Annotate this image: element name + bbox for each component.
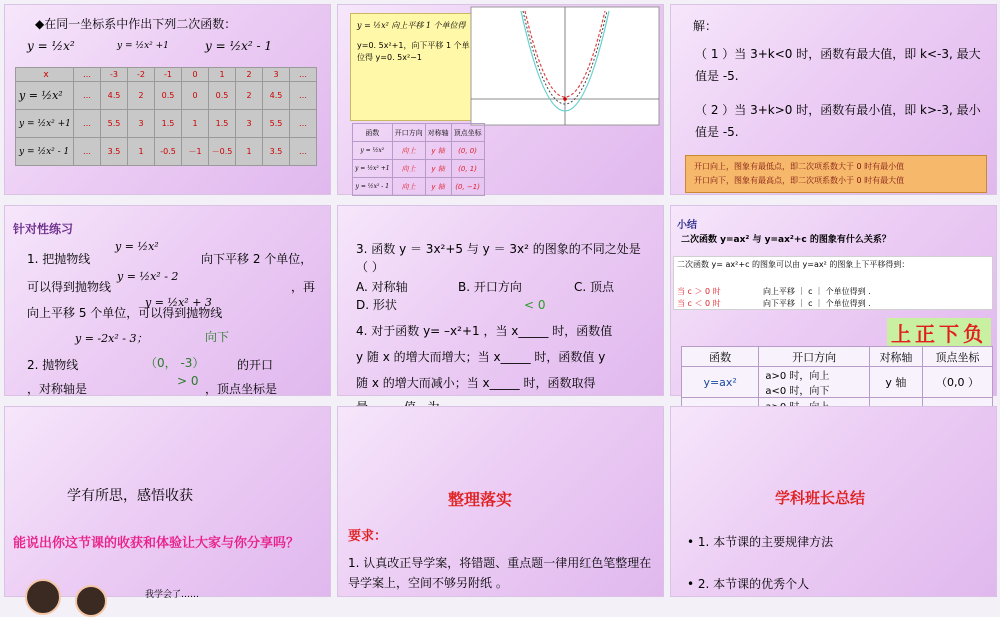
q2-part-d: ，顶点坐标是 [205,382,278,396]
table-cell: 向上 [392,160,425,178]
note-line-1: y = ½x² 向上平移 1 个单位得 [357,21,466,30]
table-cell: (0, 1) [451,160,484,178]
summary-box [685,155,987,193]
table-cell: 0 [182,82,209,110]
table-cell: y 轴 [425,142,451,160]
slide-practice[interactable] [4,205,331,396]
slide-organize[interactable] [337,406,664,597]
table-cell: 3 [236,110,263,138]
reflection-title: 学有所思，感悟收获 [67,488,193,504]
table-cell: … [290,68,317,82]
table-cell: -2 [128,68,155,82]
table-cell: (0, −1) [451,178,484,196]
practice-title: 针对性练习 [13,222,74,236]
slide-reflection[interactable] [4,406,331,600]
table-cell: 顶点坐标 [451,124,484,142]
table-cell: 0 [182,68,209,82]
rule-case-1-result: 向上平移 ｜ c ｜ 个单位得到 . [763,287,871,296]
slide-summary[interactable] [670,205,997,396]
table-cell: y 轴 [869,367,922,398]
q2-function: y = -2x² - 3； [75,332,148,345]
q4-line-3: 随 x 的增大而减小；当 x_____ 时，函数取得 [356,376,596,390]
table-header-row [682,347,993,367]
note-line-2: y=0. 5x²+1，向下平移 1 个单位得 y=0. 5x²−1 [357,41,470,62]
table-cell: 3.5 [263,138,290,166]
q2-part-a: 2. 抛物线 [27,358,79,372]
rule-description: 二次函数 y= ax²+c 的图象可以由 y=ax² 的图象上下平移得到： [677,260,910,269]
table-row [353,178,485,196]
learned-caption: 我学会了…… [145,590,200,600]
table-cell: 4.5 [263,82,290,110]
table-cell: -3 [101,68,128,82]
q3-option-c: C. 顶点 [574,280,615,294]
values-table [15,67,317,166]
rule-case-2-condition: 当 c ＜ 0 时 [677,299,721,308]
table-cell: y = ½x² [353,142,393,160]
properties-table [352,123,485,196]
table-cell: 1.5 [209,110,236,138]
rule-case-1-condition: 当 c ＞ 0 时 [677,287,721,296]
child-avatar-icon [25,579,61,615]
function-label-3: y = ½x² - 1 [205,39,272,53]
q1-part-c: 可以得到抛物线 [27,280,112,294]
q1-part-b: 向下平移 2 个单位， [201,252,313,266]
q3-text: 3. 函数 y ＝ 3x²+5 与 y ＝ 3x² 的图象的不同之处是（ ） [356,242,641,274]
table-row-label: y = ½x² - 1 [16,138,74,166]
q3-option-b: B. 开口方向 [458,280,522,294]
table-cell: 4.5 [101,82,128,110]
summary-item-1: • 1. 本节课的主要规律方法 [687,535,834,549]
table-cell: 1 [128,138,155,166]
q2-answer-gt: > 0 [177,374,199,388]
q1-function: y = ½x² [115,240,159,253]
q2-part-b: 的开口 [237,358,274,372]
function-label-1: y = ½x² [27,39,75,53]
q1-part-a: 1. 把抛物线 [27,252,91,266]
table-cell: 2 [236,68,263,82]
summary-line-1: 开口向上，图象有最低点，即二次项系数大于 0 时有最小值 [694,162,905,171]
table-cell: 函数 [353,124,393,142]
table-cell: … [290,82,317,110]
table-cell: 0.5 [209,82,236,110]
table-cell: 3 [128,110,155,138]
slide-class-summary[interactable] [670,406,997,597]
table-cell: y=ax² [682,367,759,398]
summary-item-1-text: 1. 本节课的主要规律方法 [697,535,834,549]
table-header-row [353,124,485,142]
table-cell: … [290,110,317,138]
organize-title: 整理落实 [448,490,513,509]
motto-badge: 上正下负 [887,318,991,347]
summary-question: 二次函数 y=ax² 与 y=ax²+c 的图象有什么关系？ [681,235,891,245]
table-cell: 5.5 [101,110,128,138]
table-header-row [16,68,317,82]
rule-case-2-result: 向下平移 ｜ c ｜ 个单位得到 . [763,299,871,308]
table-cell: (0, 0) [451,142,484,160]
table-cell: －0.5 [209,138,236,166]
solution-part-2: （ 2 ）当 3+k>0 时，函数有最小值，即 k>-3, 最小值是 -5. [695,103,981,139]
summary-title: 小结 [677,220,697,231]
q2-answer-vertex: （0， -3） [145,356,205,370]
table-cell: －1 [182,138,209,166]
table-cell: y = ½x² - 1 [353,178,393,196]
table-cell: 2 [236,82,263,110]
table-cell: （0,0 ） [922,367,992,398]
summary-line-2: 开口向下，图象有最高点，即二次项系数小于 0 时有最大值 [694,176,905,185]
table-cell: 开口方向 [392,124,425,142]
reflection-prompt: 能说出你这节课的收获和体验让大家与你分享吗？ [13,536,300,551]
table-cell: 5.5 [263,110,290,138]
class-summary-title: 学科班长总结 [775,489,866,507]
table-cell: y = ½x² +1 [353,160,393,178]
child-avatar-icon [75,585,107,617]
table-row [353,142,485,160]
table-cell: 对称轴 [869,347,922,367]
requirements-text: 1. 认真改正导学案，将错题、重点题一律用红色笔整理在导学案上，空间不够另附纸 。 [348,556,652,590]
requirements-label: 要求： [348,529,388,544]
table-cell: 1 [182,110,209,138]
summary-item-2: • 2. 本节课的优秀个人 [687,577,810,591]
table-cell: … [74,110,101,138]
table-cell: … [290,138,317,166]
table-cell: 函数 [682,347,759,367]
table-cell: 向上 [392,178,425,196]
table-cell: 3.5 [101,138,128,166]
table-row [16,110,317,138]
q3-option-d: D. 形状 [356,298,397,312]
table-cell: … [74,68,101,82]
table-cell: … [74,138,101,166]
q1-part-d: ，再 [291,280,316,294]
solution-intro: 解： [693,19,718,33]
table-cell: 向上 [392,142,425,160]
parabola-graph [471,7,659,125]
q4-line-1: 4. 对于函数 y= –x²+1 ，当 x_____ 时，函数值 [356,324,613,338]
slide-translation-graph[interactable] [337,4,664,195]
table-cell: y 轴 [425,178,451,196]
solution-part-1: （ 1 ）当 3+k<0 时，函数有最大值，即 k<-3, 最大值是 -5. [695,47,981,83]
table-cell: 对称轴 [425,124,451,142]
table-cell: 2 [128,82,155,110]
q1-part-e: 向上平移 5 个单位，可以得到抛物线 [27,306,223,320]
slide-title: ◆在同一坐标系中作出下列二次函数： [35,17,237,31]
slide-questions[interactable] [337,205,664,396]
slide-function-table[interactable] [4,4,331,195]
summary-item-2-text: 2. 本节课的优秀个人 [697,577,810,591]
translation-note [350,13,478,121]
q3-option-a: A. 对称轴 [356,280,408,294]
table-cell: … [74,82,101,110]
slide-solution[interactable] [670,4,997,195]
table-row-label: y = ½x² +1 [16,110,74,138]
q2-answer-direction: 向下 [205,330,230,344]
q4-answer-lt: < 0 [524,298,546,312]
q1-answer-2: y = ½x² + 3 [145,296,212,309]
table-cell: -1 [155,68,182,82]
table-cell: x [16,68,74,82]
table-row [16,138,317,166]
table-row [16,82,317,110]
table-cell: a>0 时，向上 a<0 时，向下 [759,367,870,398]
table-cell: 1.5 [155,110,182,138]
q2-part-c: ，对称轴是 [27,382,88,396]
table-row [682,367,993,398]
table-cell: -0.5 [155,138,182,166]
q4-line-2: y 随 x 的增大而增大；当 x_____ 时，函数值 y [356,350,606,364]
vertex-point [563,97,567,101]
table-cell: 0.5 [155,82,182,110]
function-label-2: y = ½x² +1 [117,41,169,51]
table-row-label: y = ½x² [16,82,74,110]
q1-answer-1: y = ½x² - 2 [117,270,179,283]
table-cell: 3 [263,68,290,82]
table-cell: 顶点坐标 [922,347,992,367]
table-cell: y 轴 [425,160,451,178]
table-cell: 1 [209,68,236,82]
table-row [353,160,485,178]
table-cell: 1 [236,138,263,166]
table-cell: 开口方向 [759,347,870,367]
